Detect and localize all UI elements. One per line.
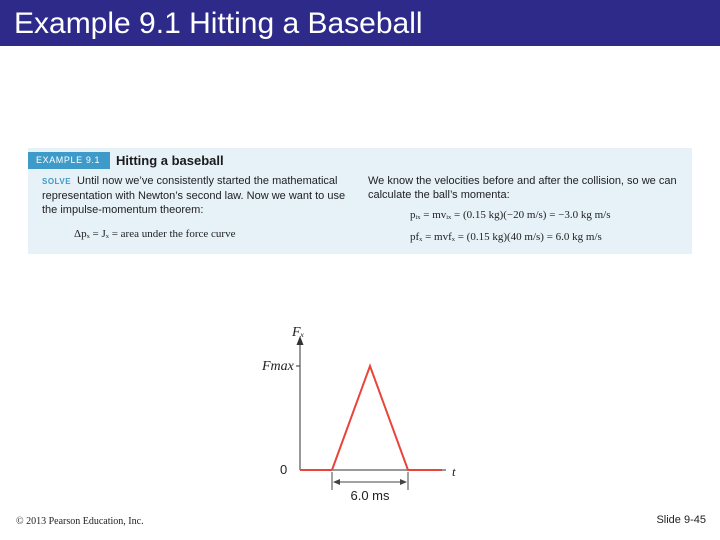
solve-text-right: We know the velocities before and after the collision, so we can calculate the ball’s momenta: xyxy=(368,175,677,201)
duration-arrowhead-right xyxy=(400,479,407,485)
slide-title: Example 9.1 Hitting a Baseball xyxy=(14,7,423,40)
duration-arrowhead-left xyxy=(333,479,340,485)
solve-text-left: Until now we’ve consistently started the mathematical representation with Newton’s second law. Now we want to use the impulse-momentum theorem: xyxy=(42,175,346,216)
fmax-label: Fmax xyxy=(262,359,294,374)
solve-label: SOLVE xyxy=(42,177,72,186)
solve-column-right xyxy=(368,174,686,244)
final-momentum-equation: pfₓ = mvfₓ = (0.15 kg)(40 m/s) = 6.0 kg m/s xyxy=(410,231,602,243)
slide-number: Slide 9-45 xyxy=(656,514,706,526)
example-name: Hitting a baseball xyxy=(116,153,224,168)
x-axis-label: t xyxy=(452,464,456,479)
initial-momentum-equation: pᵢₓ = mvᵢₓ = (0.15 kg)(−20 m/s) = −3.0 kg m/s xyxy=(410,209,611,221)
example-tag: EXAMPLE 9.1 xyxy=(28,152,110,169)
solve-column-left xyxy=(42,174,354,241)
duration-label: 6.0 ms xyxy=(350,488,390,503)
y-axis-label: Fₓ xyxy=(292,325,305,340)
origin-label: 0 xyxy=(280,462,288,477)
impulse-equation: Δpₓ = Jₓ = area under the force curve xyxy=(74,228,236,240)
force-curve xyxy=(332,366,442,470)
example-header xyxy=(28,148,692,172)
force-graph xyxy=(250,318,480,508)
example-box xyxy=(28,148,692,254)
copyright-notice: © 2013 Pearson Education, Inc. xyxy=(16,516,144,527)
title-bar xyxy=(0,0,720,46)
